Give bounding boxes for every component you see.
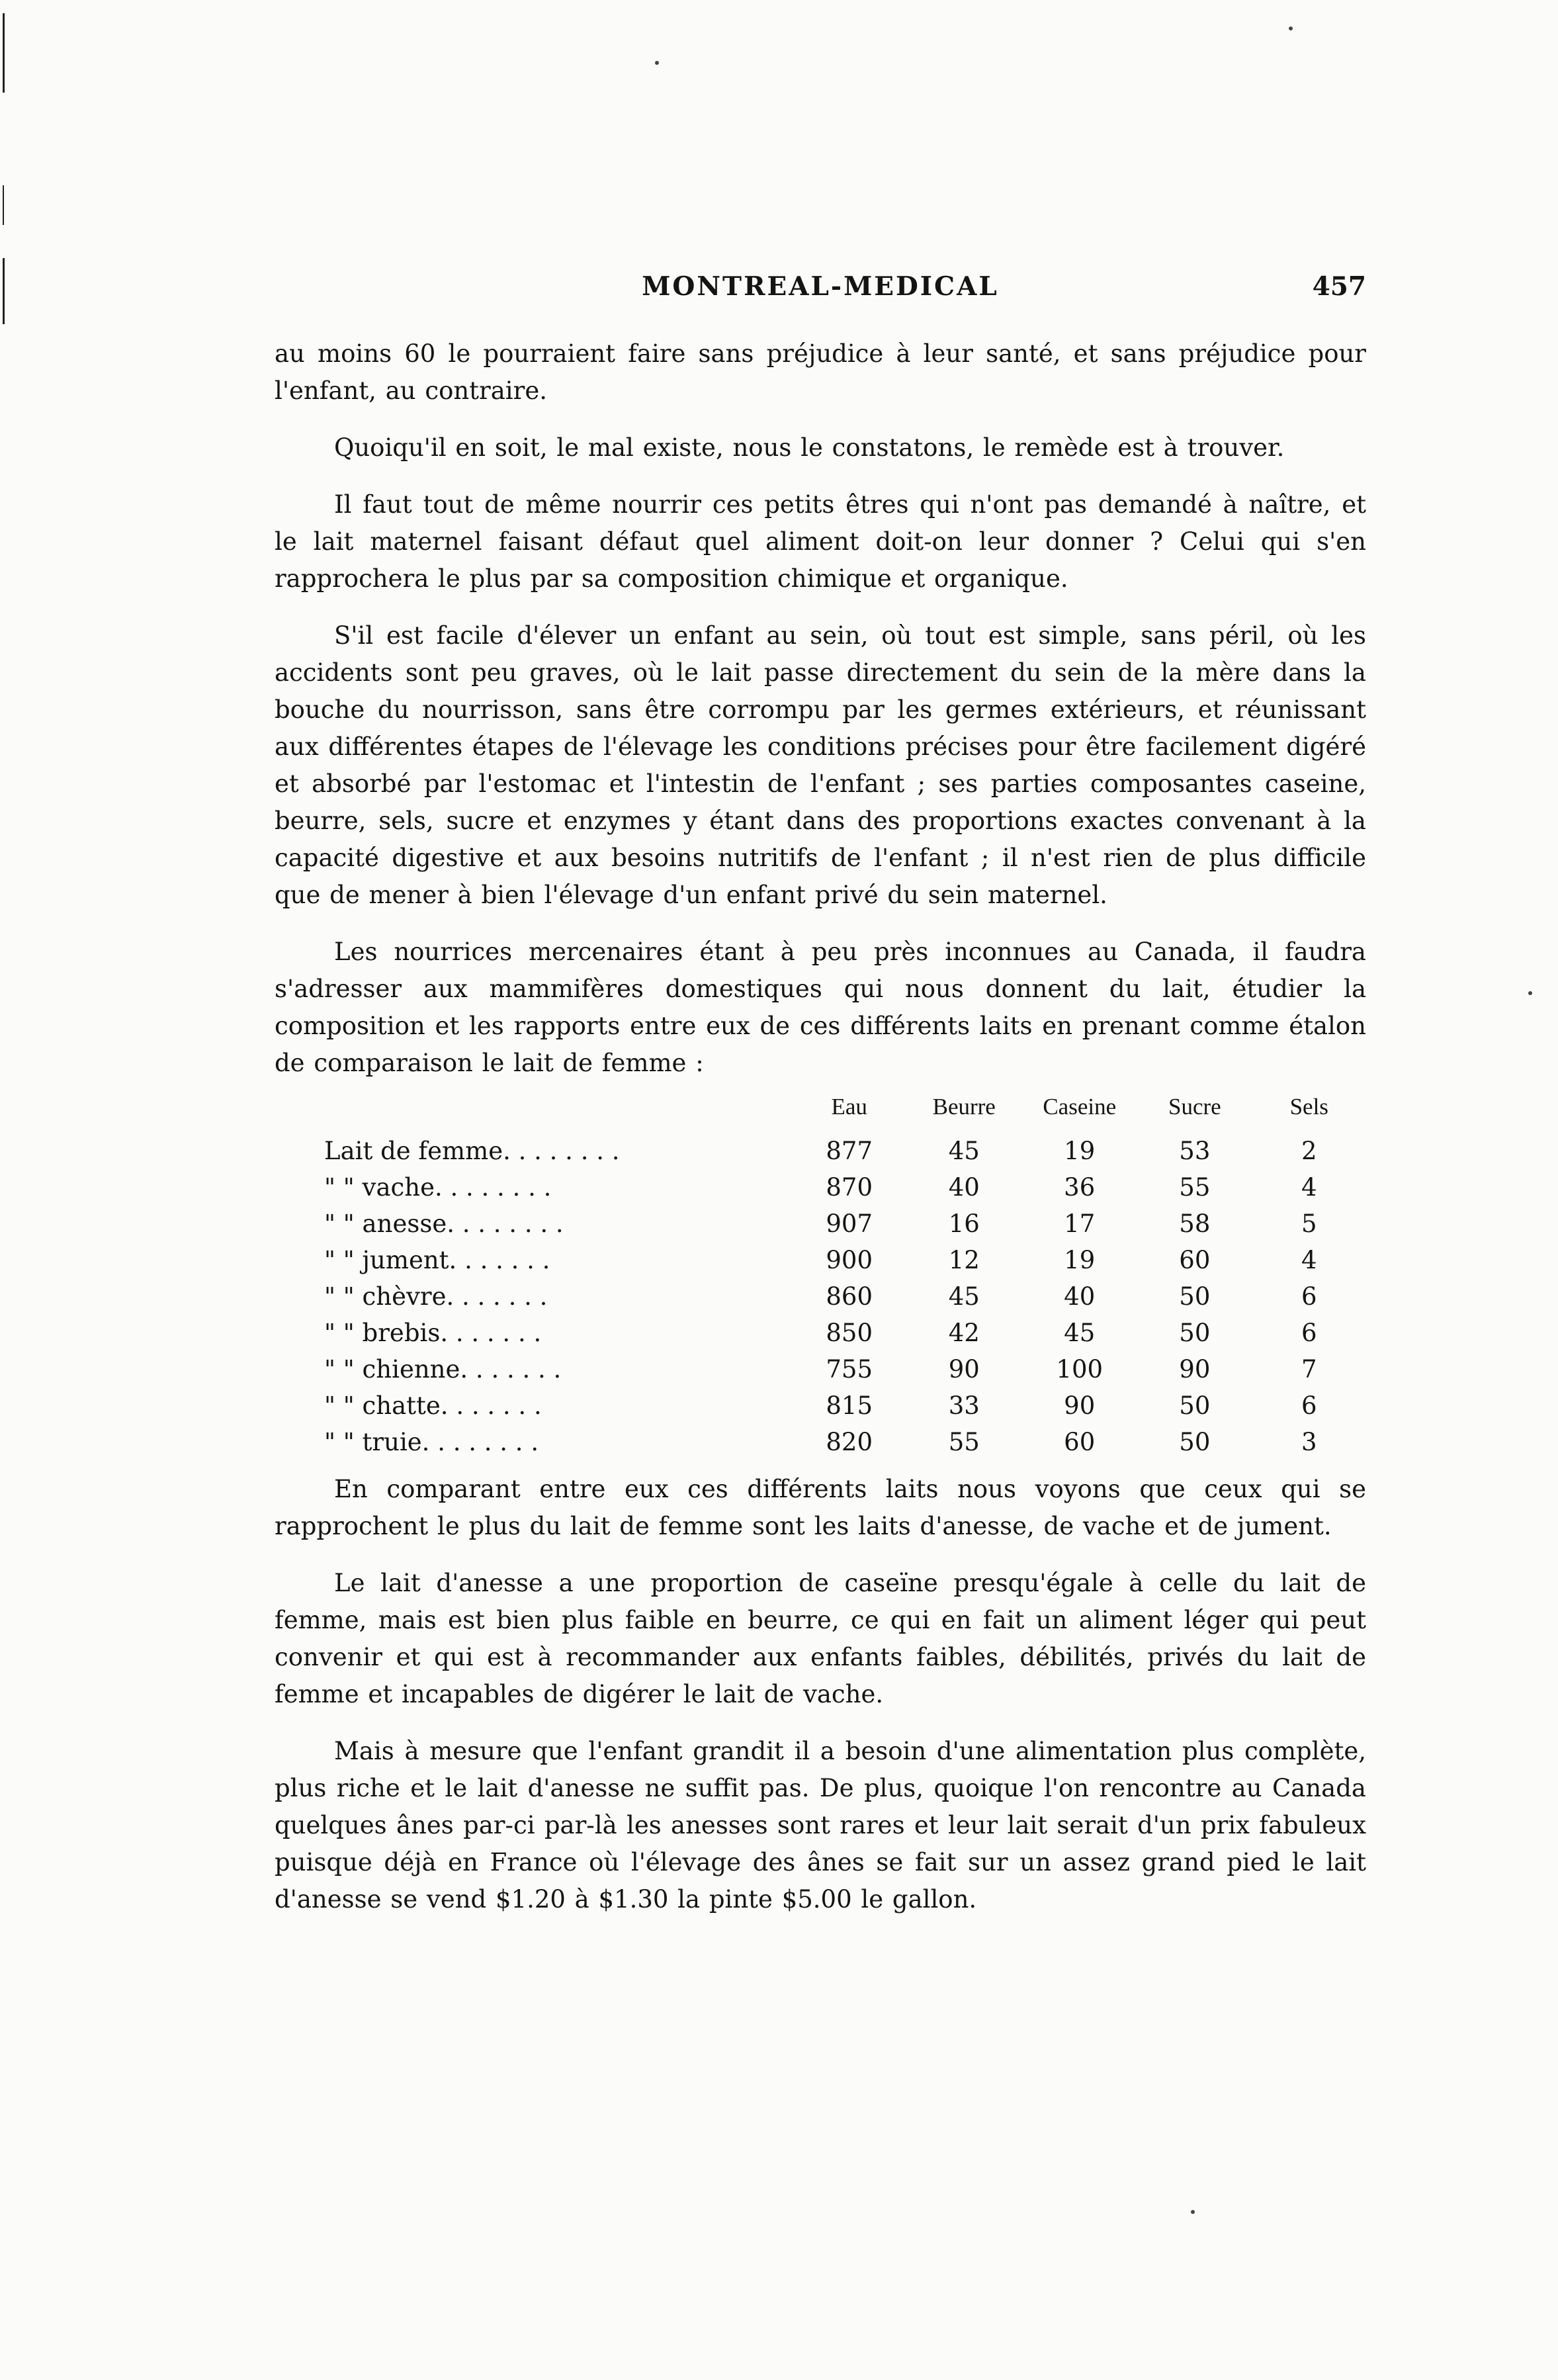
paragraph: au moins 60 le pourraient faire sans préjudice à leur santé, et sans préjudice pour l'enfant, au contraire. xyxy=(275,339,1366,405)
table-header-empty xyxy=(324,1088,792,1133)
column-header: Beurre xyxy=(932,1094,996,1120)
table-cell: 860 xyxy=(826,1282,873,1311)
table-cell: 40 xyxy=(1064,1282,1096,1311)
table-cell: 50 xyxy=(1179,1428,1211,1456)
table-cell: 820 xyxy=(826,1428,873,1456)
journal-title: MONTREAL-MEDICAL xyxy=(642,271,999,302)
table-cell: 17 xyxy=(1064,1210,1096,1238)
table-cell: 850 xyxy=(826,1319,873,1347)
table-cell: 4 xyxy=(1301,1173,1317,1202)
row-label: " " jument. . . . . . . xyxy=(324,1246,550,1274)
milk-composition-table xyxy=(324,1088,1366,1460)
table-cell: 50 xyxy=(1179,1319,1211,1347)
table-cell: 6 xyxy=(1301,1282,1317,1311)
column-header: Eau xyxy=(831,1094,867,1120)
paragraph: S'il est facile d'élever un enfant au sein, où tout est simple, sans péril, où les accidents sont peu graves, où le lait passe directement du sein de la mère dans la bouche du nourrisson, sans être corrompu par les germes extérieurs, et réunissant aux différentes étapes de l'élevage les conditions précises pour être facilement digéré et absorbé par l'estomac et l'intestin de l'enfant ; ses parties composantes caseine, beurre, sels, sucre et enzymes y étant dans des proportions exactes convenant à la capacité digestive et aux besoins nutritifs de l'enfant ; il n'est rien de plus difficile que de mener à bien l'élevage d'un enfant privé du sein maternel. xyxy=(275,621,1366,909)
table-cell: 90 xyxy=(1064,1391,1096,1420)
table-cell: 19 xyxy=(1064,1246,1096,1274)
paragraph: Les nourrices mercenaires étant à peu près inconnues au Canada, il faudra s'adresser aux mammifères domestiques qui nous donnent du lait, étudier la composition et les rapports entre eux de ces différents laits en prenant comme étalon de comparaison le lait de femme : xyxy=(275,938,1366,1077)
table-cell: 58 xyxy=(1179,1210,1211,1238)
scan-speck xyxy=(655,61,659,65)
row-label: " " chatte. . . . . . . xyxy=(324,1391,542,1420)
table-cell: 900 xyxy=(826,1246,873,1274)
row-label: " " chèvre. . . . . . . xyxy=(324,1282,548,1311)
table-cell: 755 xyxy=(826,1355,873,1384)
table-header-row xyxy=(324,1088,1366,1133)
table-cell: 100 xyxy=(1056,1355,1104,1384)
paragraph: Il faut tout de même nourrir ces petits êtres qui n'ont pas demandé à naître, et le lait maternel faisant défaut quel aliment doit-on leur donner ? Celui qui s'en rapprochera le plus par sa composition chimique et organique. xyxy=(275,490,1366,593)
row-label: " " brebis. . . . . . . xyxy=(324,1319,542,1347)
paragraph: En comparant entre eux ces différents laits nous voyons que ceux qui se rapprochent le plus du lait de femme sont les laits d'anesse, de vache et de jument. xyxy=(275,1475,1366,1540)
table-row xyxy=(324,1315,1366,1351)
column-header: Sucre xyxy=(1168,1094,1221,1120)
table-cell: 53 xyxy=(1179,1137,1211,1165)
page-number: 457 xyxy=(1312,271,1366,302)
table-cell: 33 xyxy=(948,1391,980,1420)
table-cell: 7 xyxy=(1301,1355,1317,1384)
row-label: Lait de femme. . . . . . . . xyxy=(324,1137,620,1165)
table-cell: 2 xyxy=(1301,1137,1317,1165)
column-header: Caseine xyxy=(1043,1094,1117,1120)
table-cell: 6 xyxy=(1301,1319,1317,1347)
table-row xyxy=(324,1278,1366,1315)
table-cell: 5 xyxy=(1301,1210,1317,1238)
table-cell: 36 xyxy=(1064,1173,1096,1202)
table-row xyxy=(324,1206,1366,1242)
scan-edge-mark xyxy=(3,13,5,93)
table-cell: 90 xyxy=(1179,1355,1211,1384)
table-cell: 870 xyxy=(826,1173,873,1202)
table-cell: 877 xyxy=(826,1137,873,1165)
table-cell: 3 xyxy=(1301,1428,1317,1456)
scan-speck xyxy=(1528,991,1532,995)
table-row xyxy=(324,1351,1366,1388)
scan-edge-mark xyxy=(3,185,4,225)
table-cell: 19 xyxy=(1064,1137,1096,1165)
table-cell: 60 xyxy=(1064,1428,1096,1456)
table-cell: 55 xyxy=(948,1428,980,1456)
table-cell: 6 xyxy=(1301,1391,1317,1420)
table-row xyxy=(324,1242,1366,1278)
table-row xyxy=(324,1169,1366,1206)
table-cell: 50 xyxy=(1179,1391,1211,1420)
table-cell: 45 xyxy=(948,1282,980,1311)
table-cell: 45 xyxy=(948,1137,980,1165)
table-cell: 60 xyxy=(1179,1246,1211,1274)
column-header: Sels xyxy=(1289,1094,1328,1120)
table-cell: 50 xyxy=(1179,1282,1211,1311)
table-cell: 16 xyxy=(948,1210,980,1238)
running-header xyxy=(275,268,1366,314)
paragraph: Mais à mesure que l'enfant grandit il a besoin d'une alimentation plus complète, plus riche et le lait d'anesse ne suffit pas. De plus, quoique l'on rencontre au Canada quelques ânes par-ci par-là les anesses sont rares et leur lait serait d'un prix fabuleux puisque déjà en France où l'élevage des ânes se fait sur un assez grand pied le lait d'anesse se vend $1.20 à $1.30 la pinte $5.00 le gallon. xyxy=(275,1737,1366,1914)
scan-speck xyxy=(1289,26,1293,30)
row-label: " " chienne. . . . . . . xyxy=(324,1355,562,1384)
table-row xyxy=(324,1388,1366,1424)
table-row xyxy=(324,1424,1366,1460)
row-label: " " vache. . . . . . . . xyxy=(324,1173,552,1202)
row-label: " " truie. . . . . . . . xyxy=(324,1428,539,1456)
table-cell: 12 xyxy=(948,1246,980,1274)
article-body xyxy=(275,268,1366,1938)
table-cell: 4 xyxy=(1301,1246,1317,1274)
table-cell: 907 xyxy=(826,1210,873,1238)
paragraph: Le lait d'anesse a une proportion de caseïne presqu'égale à celle du lait de femme, mais est bien plus faible en beurre, ce qui en fait un aliment léger qui peut convenir et qui est à recommander aux enfants faibles, débilités, privés du lait de femme et incapables de digérer le lait de vache. xyxy=(275,1569,1366,1708)
table-cell: 815 xyxy=(826,1391,873,1420)
table-cell: 40 xyxy=(948,1173,980,1202)
table-cell: 90 xyxy=(948,1355,980,1384)
table-row xyxy=(324,1133,1366,1169)
table-cell: 55 xyxy=(1179,1173,1211,1202)
scan-speck xyxy=(1191,2210,1195,2214)
table-cell: 42 xyxy=(948,1319,980,1347)
row-label: " " anesse. . . . . . . . xyxy=(324,1210,564,1238)
paragraph: Quoiqu'il en soit, le mal existe, nous le constatons, le remède est à trouver. xyxy=(334,433,1285,462)
table-cell: 45 xyxy=(1064,1319,1096,1347)
scan-edge-mark xyxy=(3,258,5,324)
